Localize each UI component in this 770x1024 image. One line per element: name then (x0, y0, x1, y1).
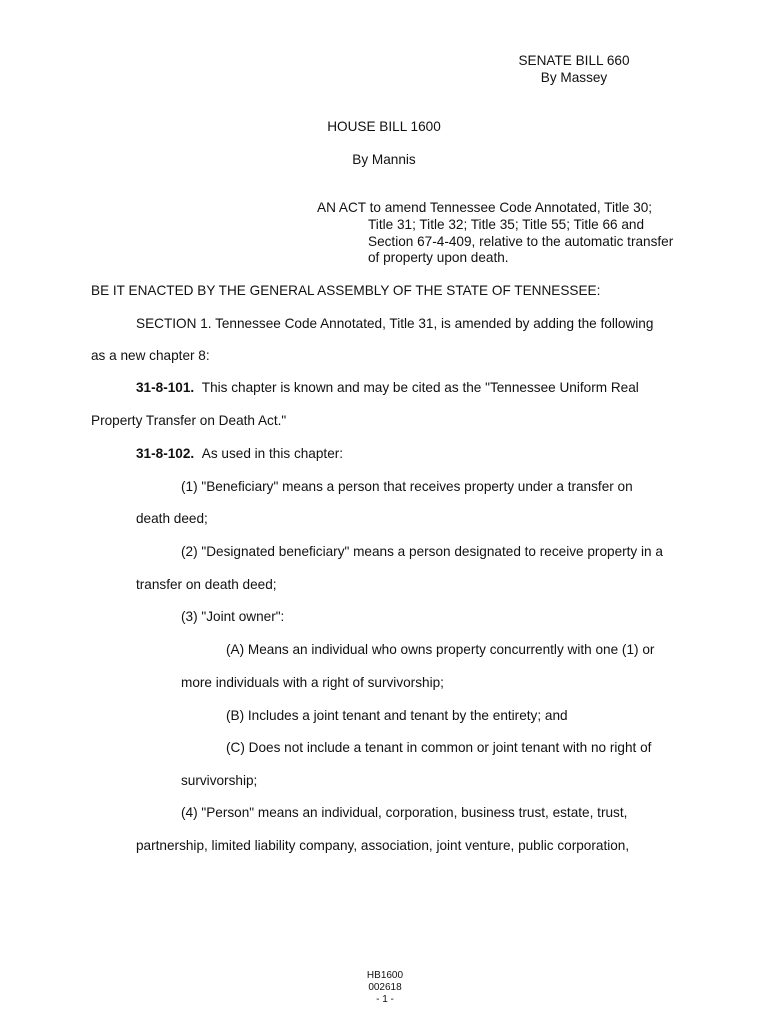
definition-3c: (C) Does not include a tenant in common or joint tenant with no right of (226, 740, 652, 755)
section-text: This chapter is known and may be cited as the "Tennessee Uniform Real (201, 380, 639, 395)
footer-bill-id: HB1600 (366, 970, 404, 981)
definition-3a: (A) Means an individual who owns property concurrently with one (1) or (226, 642, 655, 657)
definition-3: (3) "Joint owner": (181, 609, 285, 624)
footer-doc-number: 002618 (368, 982, 402, 993)
page-number: - 1 - (376, 994, 394, 1005)
definition-4: (4) "Person" means an individual, corporation, business trust, estate, trust, (181, 805, 628, 820)
house-bill-number: HOUSE BILL 1600 (327, 119, 441, 134)
caption-line: of property upon death. (368, 250, 509, 265)
definition-2: transfer on death deed; (136, 577, 277, 592)
senate-bill-number: SENATE BILL 660 (518, 53, 630, 68)
section-text: As used in this chapter: (201, 446, 344, 461)
definition-3b: (B) Includes a joint tenant and tenant by the entirety; and (226, 708, 568, 723)
caption-line: Section 67-4-409, relative to the automatic transfer (368, 234, 674, 249)
definition-3a: more individuals with a right of survivorship; (181, 675, 444, 690)
caption-line: Title 31; Title 32; Title 35; Title 55; Title 66 and (368, 217, 645, 232)
senate-sponsor: By Massey (540, 70, 608, 85)
definition-2: (2) "Designated beneficiary" means a person designated to receive property in a (181, 544, 663, 559)
section-31-8-101 (136, 379, 639, 396)
section-1-text: SECTION 1. Tennessee Code Annotated, Title 31, is amended by adding the following (136, 316, 654, 331)
section-number: 31-8-102. (136, 446, 195, 461)
section-number: 31-8-101. (136, 380, 195, 395)
caption-line: AN ACT to amend Tennessee Code Annotated, Title 30; (317, 200, 653, 215)
section-1-text: as a new chapter 8: (91, 348, 210, 363)
definition-1: death deed; (136, 511, 208, 526)
enacting-clause: BE IT ENACTED BY THE GENERAL ASSEMBLY OF THE STATE OF TENNESSEE: (91, 283, 601, 298)
section-31-8-102 (136, 445, 343, 462)
house-sponsor: By Mannis (352, 152, 416, 167)
definition-1: (1) "Beneficiary" means a person that receives property under a transfer on (181, 479, 633, 494)
section-text: Property Transfer on Death Act." (91, 413, 287, 428)
definition-3c: survivorship; (181, 773, 258, 788)
definition-4: partnership, limited liability company, association, joint venture, public corporation, (136, 838, 630, 853)
